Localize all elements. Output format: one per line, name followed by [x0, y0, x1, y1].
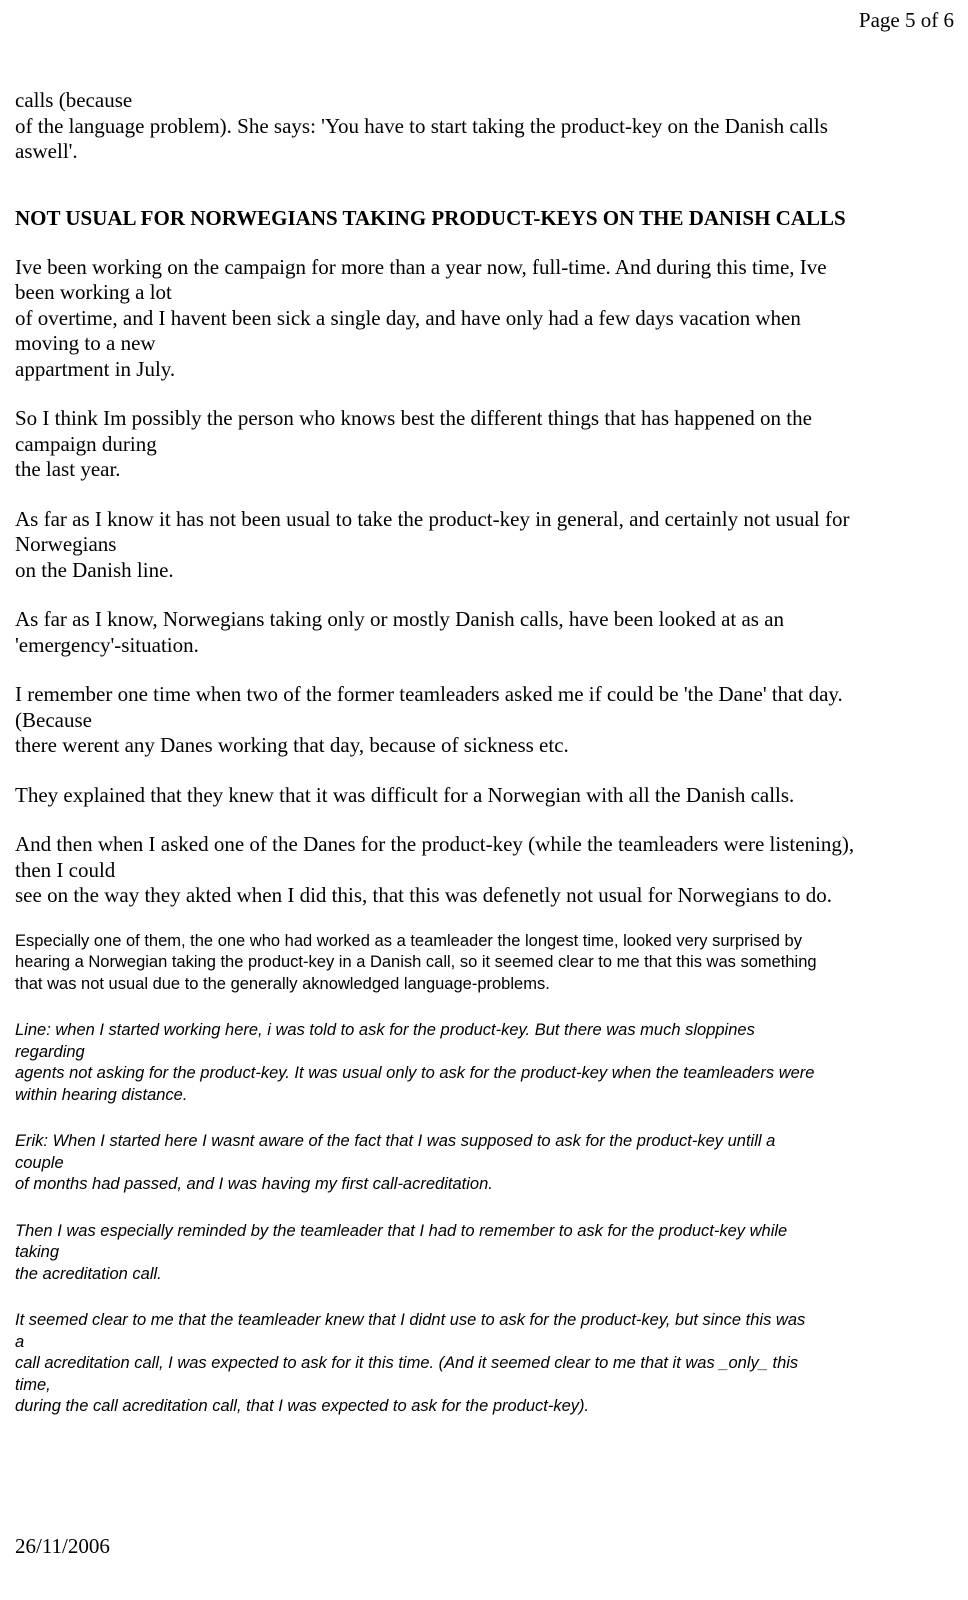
- text-line: aswell'.: [15, 139, 78, 163]
- text-line: see on the way they akted when I did this, that this was defenetly not usual for Norwegians to do.: [15, 883, 833, 907]
- text-line: taking: [15, 1243, 60, 1261]
- text-line: I remember one time when two of the former teamleaders asked me if could be 'the Dane' that day.: [15, 682, 843, 706]
- text-line: regarding: [15, 1042, 85, 1061]
- text-line: It seemed clear to me that the teamleader knew that I didnt use to ask for the product-key, but since this was: [15, 1311, 806, 1329]
- footer-date: 26/11/2006: [15, 1534, 110, 1558]
- text-line: Norwegians: [15, 532, 117, 556]
- page-number: Page 5 of 6: [858, 8, 954, 32]
- text-line: the last year.: [15, 457, 121, 481]
- paragraph-surprised-teamleader: [15, 931, 955, 996]
- text-line: Ive been working on the campaign for more than a year now, full-time. And during this time, Ive: [15, 254, 827, 279]
- text-line: there werent any Danes working that day, because of sickness etc.: [15, 733, 569, 757]
- text-line: As far as I know, Norwegians taking only or mostly Danish calls, have been looked at as an: [15, 607, 785, 631]
- text-line: Especially one of them, the one who had worked as a teamleader the longest time, looked very surprised by: [15, 931, 802, 950]
- text-line: during the call acreditation call, that I was expected to ask for the product-key).: [15, 1397, 590, 1415]
- paragraph-difficult: [15, 783, 955, 809]
- text-line: campaign during: [15, 431, 157, 456]
- intro-paragraph: [15, 88, 955, 165]
- text-line: calls (because: [15, 88, 133, 112]
- document-body: [15, 88, 955, 1418]
- paragraph-emergency: [15, 607, 955, 658]
- text-line: of the language problem). She says: 'You have to start taking the product-key on the Danish calls: [15, 113, 828, 138]
- text-line: hearing a Norwegian taking the product-key in a Danish call, so it seemed clear to me that this was something: [15, 953, 817, 971]
- paragraph-the-dane: [15, 682, 955, 759]
- text-line: moving to a new: [15, 331, 156, 355]
- text-line: (Because: [15, 707, 92, 732]
- text-line: of months had passed, and I was having my first call-acreditation.: [15, 1175, 493, 1193]
- paragraph-knows-best: [15, 406, 955, 483]
- text-line: And then when I asked one of the Danes for the product-key (while the teamleaders were listening),: [15, 832, 855, 856]
- statement-acreditation-call: [15, 1310, 955, 1418]
- paragraph-not-usual: [15, 507, 955, 584]
- text-line: appartment in July.: [15, 356, 176, 381]
- text-line: 'emergency'-situation.: [15, 632, 199, 657]
- text-line: agents not asking for the product-key. It was usual only to ask for the product-key when the teamleaders were: [15, 1064, 815, 1082]
- paragraph-asked-danes: [15, 832, 955, 909]
- text-line: So I think Im possibly the person who knows best the different things that has happened on the: [15, 406, 812, 430]
- text-line: on the Danish line.: [15, 557, 174, 582]
- paragraph-campaign-experience: [15, 255, 955, 383]
- text-line: They explained that they knew that it was difficult for a Norwegian with all the Danish calls.: [15, 782, 795, 807]
- text-line: that was not usual due to the generally aknowledged language-problems.: [15, 974, 550, 993]
- text-line: Then I was especially reminded by the teamleader that I had to remember to ask for the product-key while: [15, 1221, 788, 1240]
- text-line: of overtime, and I havent been sick a single day, and have only had a few days vacation when: [15, 305, 801, 330]
- text-line: been working a lot: [15, 280, 172, 304]
- statement-erik: [15, 1131, 955, 1196]
- section-heading: NOT USUAL FOR NORWEGIANS TAKING PRODUCT-KEYS ON THE DANISH CALLS: [15, 205, 846, 230]
- text-line: time,: [15, 1375, 51, 1394]
- statement-reminded: [15, 1221, 955, 1286]
- text-line: within hearing distance.: [15, 1085, 188, 1104]
- text-line: the acreditation call.: [15, 1264, 162, 1283]
- text-line: a: [15, 1332, 25, 1351]
- text-line: then I could: [15, 857, 116, 882]
- text-line: Line: when I started working here, i was told to ask for the product-key. But there was much sloppines: [15, 1021, 755, 1039]
- statement-line: [15, 1020, 955, 1106]
- text-line: call acreditation call, I was expected to ask for it this time. (And it seemed clear to me that it was _only_ this: [15, 1354, 799, 1372]
- text-line: Erik: When I started here I wasnt aware of the fact that I was supposed to ask for the product-key untill a: [15, 1132, 776, 1150]
- text-line: couple: [15, 1153, 64, 1172]
- text-line: As far as I know it has not been usual to take the product-key in general, and certainly not usual for: [15, 506, 850, 531]
